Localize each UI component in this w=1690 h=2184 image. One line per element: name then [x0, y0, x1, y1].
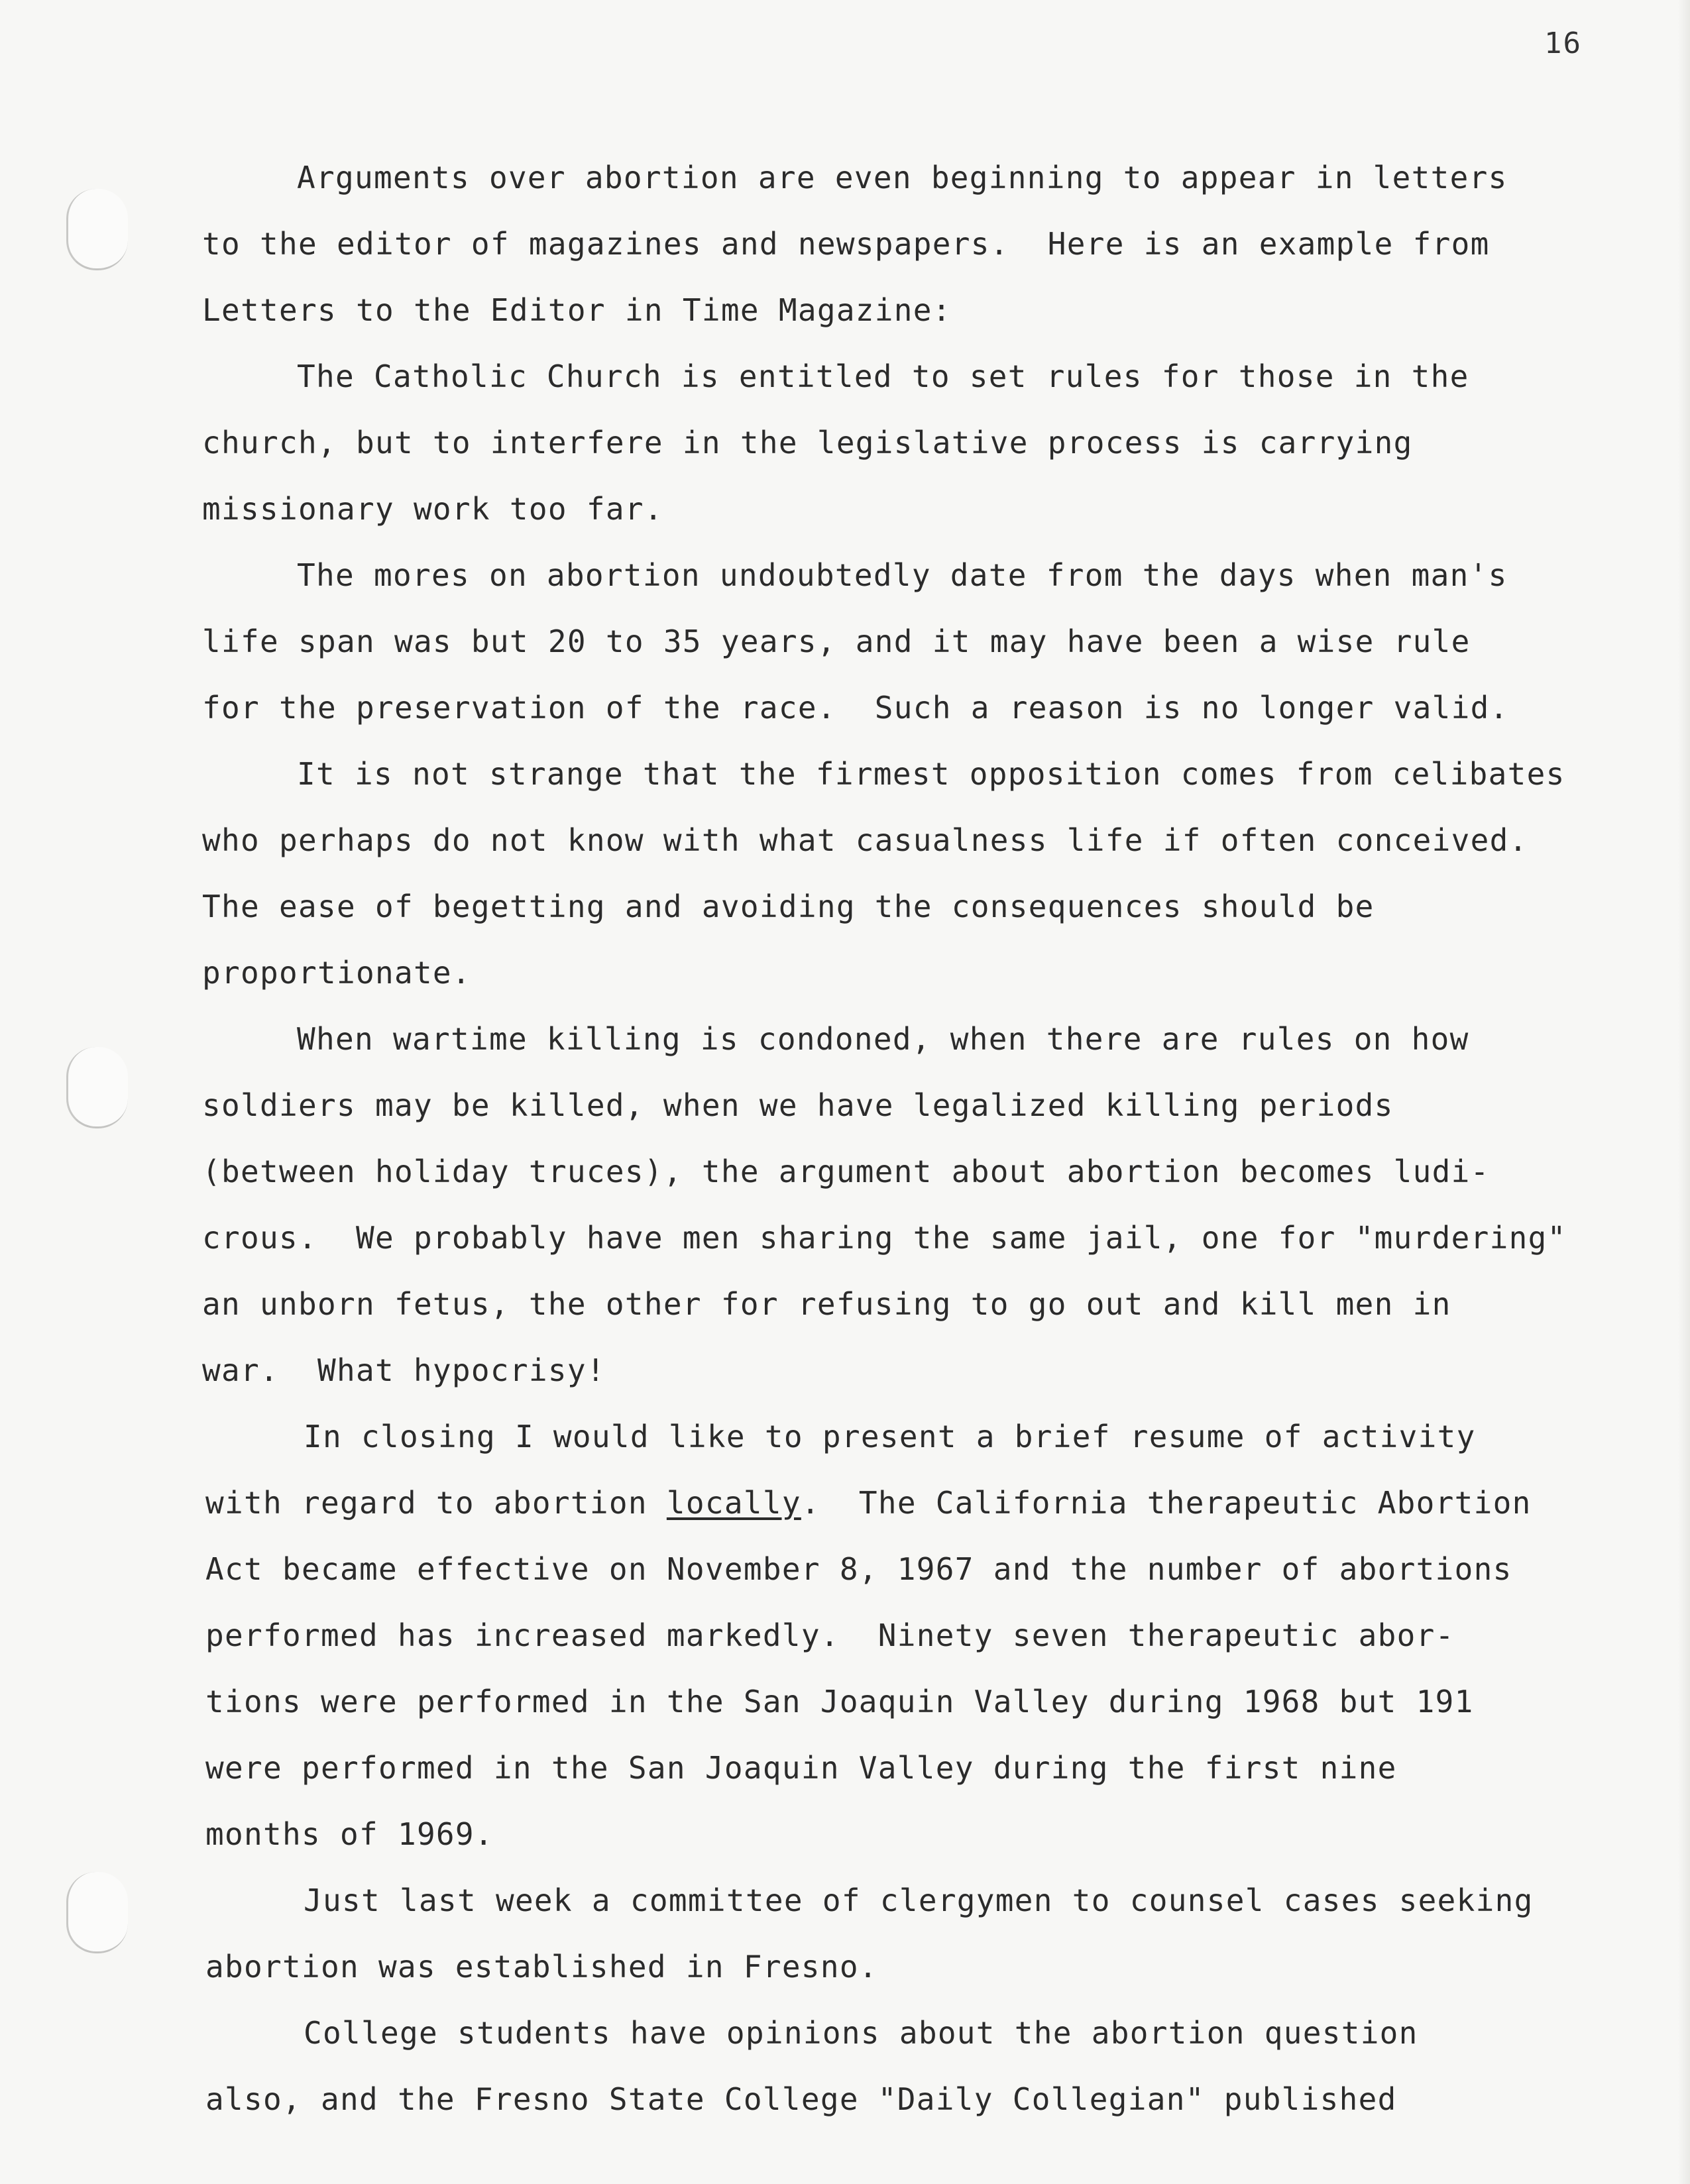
punch-hole [66, 1047, 128, 1128]
text-line: were performed in the San Joaquin Valley during the first nine [205, 1750, 1397, 1786]
text-line: tions were performed in the San Joaquin Valley during 1968 but 191 [205, 1684, 1474, 1720]
quote-line: (between holiday truces), the argument about abortion becomes ludi- [202, 1154, 1490, 1189]
quote-line: soldiers may be killed, when we have legalized killing periods [202, 1087, 1394, 1123]
quote-line: proportionate. [202, 955, 471, 991]
text-line: performed has increased markedly. Ninety seven therapeutic abor- [205, 1617, 1455, 1653]
punch-hole [66, 189, 128, 270]
quote-line: When wartime killing is condoned, when there are rules on how [297, 1021, 1469, 1057]
page-edge-shadow [1678, 0, 1690, 2184]
quote-line: life span was but 20 to 35 years, and it may have been a wise rule [202, 624, 1471, 659]
text-line: abortion was established in Fresno. [205, 1949, 878, 1985]
punch-hole [66, 1872, 128, 1953]
text-segment: . The California therapeutic Abortion [801, 1485, 1532, 1521]
text-line: months of 1969. [205, 1816, 494, 1852]
quote-line: missionary work too far. [202, 491, 663, 527]
quote-line: church, but to interfere in the legislative process is carrying [202, 425, 1413, 461]
quote-line: The mores on abortion undoubtedly date from the days when man's [297, 557, 1508, 593]
quote-line: The Catholic Church is entitled to set rules for those in the [297, 358, 1469, 394]
quote-line: an unborn fetus, the other for refusing to go out and kill men in [202, 1286, 1451, 1322]
text-line: Letters to the Editor in Time Magazine: [202, 292, 952, 328]
quote-line: It is not strange that the firmest opposition comes from celibates [297, 756, 1565, 792]
text-line: College students have opinions about the abortion question [304, 2015, 1418, 2051]
quote-line: who perhaps do not know with what casualness life if often conceived. [202, 822, 1528, 858]
quote-line: crous. We probably have men sharing the same jail, one for "murdering" [202, 1220, 1567, 1256]
text-segment: with regard to abortion [205, 1485, 667, 1521]
text-line: also, and the Fresno State College "Daily Collegian" published [205, 2081, 1397, 2117]
text-line: to the editor of magazines and newspapers. Here is an example from [202, 226, 1490, 262]
page-number: 16 [1544, 27, 1582, 60]
quote-line: war. What hypocrisy! [202, 1352, 606, 1388]
quote-line: for the preservation of the race. Such a reason is no longer valid. [202, 690, 1509, 726]
text-line: Act became effective on November 8, 1967 and the number of abortions [205, 1551, 1512, 1587]
text-line: Arguments over abortion are even beginning to appear in letters [297, 160, 1508, 195]
text-line: In closing I would like to present a brief resume of activity [304, 1419, 1476, 1454]
text-line [205, 1485, 1532, 1521]
text-line: Just last week a committee of clergymen to counsel cases seeking [304, 1883, 1534, 1918]
quote-line: The ease of begetting and avoiding the consequences should be [202, 889, 1375, 924]
underlined-word: locally [666, 1485, 801, 1521]
